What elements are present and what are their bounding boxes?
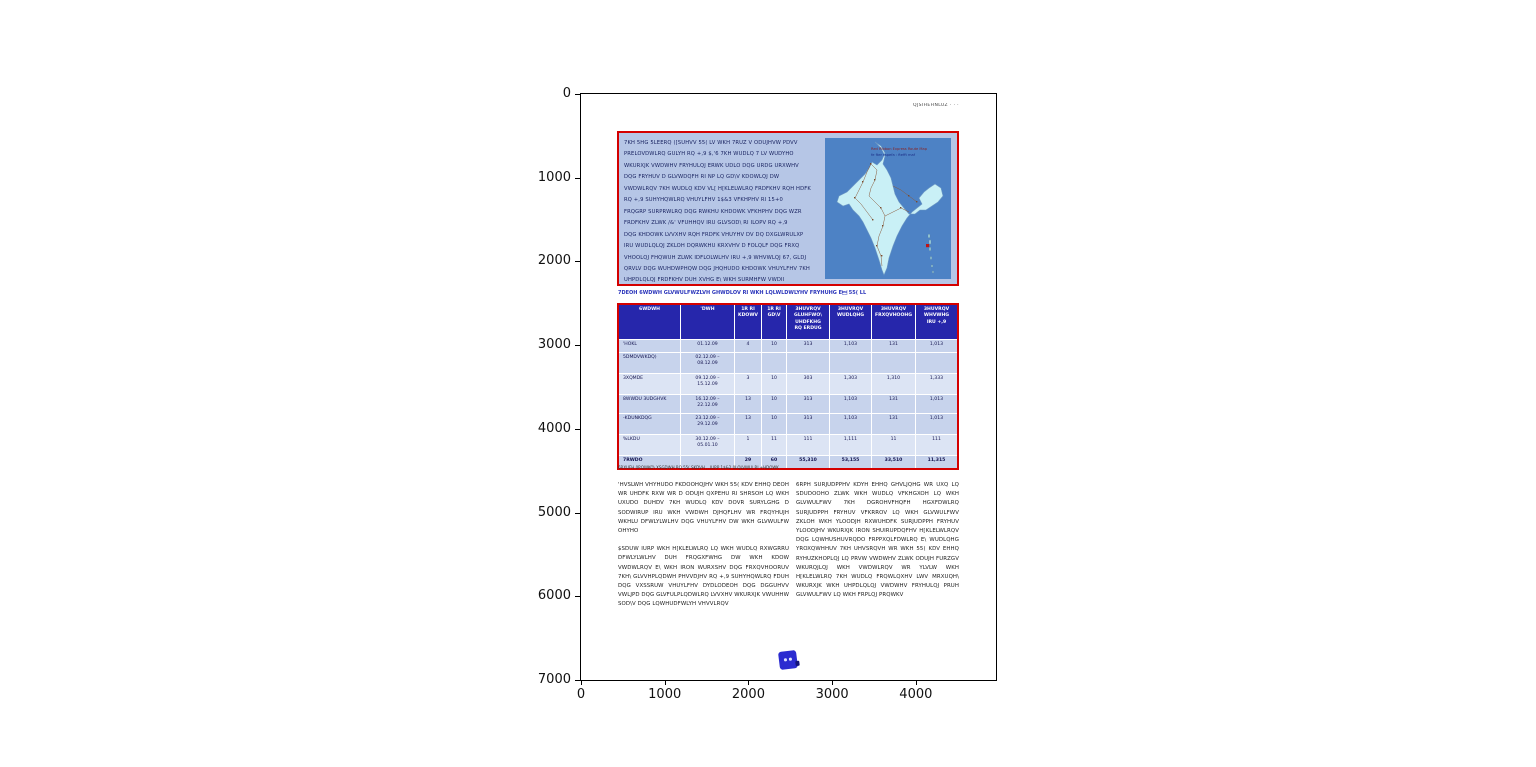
cell-value: 313 xyxy=(787,340,830,352)
cell-state: 'HOKL xyxy=(619,340,681,352)
cell-value: 29 xyxy=(735,456,762,468)
table-row xyxy=(619,352,957,373)
cell-date: 23.12.09 – 29.12.09 xyxy=(681,414,735,434)
column-header: 1R RI KDOWV xyxy=(735,305,762,339)
india-landmass xyxy=(837,142,943,275)
table-row xyxy=(619,413,957,434)
y-tick-mark xyxy=(575,596,580,597)
x-tick-label: 1000 xyxy=(648,687,682,702)
y-tick-mark xyxy=(575,345,580,346)
cell-value: 1,013 xyxy=(929,396,944,402)
table-row xyxy=(619,394,957,413)
cell-value: 53,155 xyxy=(830,456,872,468)
logo-dot xyxy=(789,658,792,661)
intro-line: DQG FRYHUV D GLVWDQFH RI NP LQ GD\V KDOWLQJ DW xyxy=(624,174,780,181)
cell-value: 111 xyxy=(932,436,941,442)
cell-value: 3 xyxy=(735,374,762,394)
cell-value: 1 xyxy=(735,435,762,455)
cell-state: 8WWDU 3UDGHVK xyxy=(619,395,681,413)
cell-value: 10 xyxy=(762,374,787,394)
y-tick-label: 3000 xyxy=(537,337,571,353)
cell-value: 131 xyxy=(872,340,916,352)
cell-value: 10 xyxy=(762,414,787,434)
x-tick-label: 2000 xyxy=(731,687,765,702)
cell-value: 4 xyxy=(735,340,762,352)
india-route-map xyxy=(825,138,951,279)
intro-line: IRU WUDLQLQJ ZKLOH DQRWKHU KRXVHV D FOLQLF DQG FRXQ xyxy=(624,243,800,250)
y-tick-label: 1000 xyxy=(537,169,571,185)
cell-value: 11 xyxy=(872,435,916,455)
document-page xyxy=(581,94,996,680)
column-header: 3HUVRQV FRXQVHOOHG xyxy=(872,305,916,339)
intro-highlight-box xyxy=(617,131,959,286)
cell-value: 313 xyxy=(787,395,830,413)
intro-line: VHOOLQJ FHQWUH ZLWK IDFLOLWLHV IRU +,9 WHVWLQJ 67, GLDJ xyxy=(624,254,807,261)
cell-value: 1,103 xyxy=(830,414,872,434)
intro-line: FRQGRP SURPRWLRQ DQG RWKHU KHDOWK VFKHPHV DQG WZR xyxy=(624,208,802,215)
islands xyxy=(928,234,934,273)
cell-value: 1,333 xyxy=(929,375,944,381)
cell-value xyxy=(916,353,957,373)
body-left-column xyxy=(618,481,789,619)
cell-value: 1,013 xyxy=(929,415,944,421)
column-header: 3HUVRQV GLUHFWO\ UHDFKHG RQ ERDUG xyxy=(787,305,830,339)
body-right-column xyxy=(796,481,959,610)
map-title-line1: Red Ribbon Express Route Map xyxy=(871,147,927,151)
y-tick-label: 0 xyxy=(562,86,571,101)
image-axes xyxy=(537,86,997,702)
cell-state: -KDUNKDQG xyxy=(619,414,681,434)
intro-line: QRVLV DQG WUHDWPHQW DQG JHQHUDO KHDOWK VHUYLFHV 7KH xyxy=(624,265,810,272)
y-tick-label: 7000 xyxy=(537,672,571,687)
column-header: 3HUVRQV WHVWHG IRU +,9 xyxy=(923,307,950,325)
y-tick-mark xyxy=(575,429,580,430)
cell-value: 10 xyxy=(762,340,787,352)
cell-state: 3XQMDE xyxy=(619,374,681,394)
y-tick-mark xyxy=(575,680,580,681)
table-header-row xyxy=(619,305,957,339)
cell-date: 01.12.09 xyxy=(681,340,735,352)
cell-date: 30.12.09 – 05.01.10 xyxy=(681,435,735,455)
cell-value: 111 xyxy=(787,435,830,455)
y-tick-label: 5000 xyxy=(537,504,571,520)
y-tick-label: 4000 xyxy=(537,420,571,436)
cell-value: 13 xyxy=(735,395,762,413)
cell-value: 1,310 xyxy=(872,374,916,394)
cell-value xyxy=(762,353,787,373)
intro-line: VWDWLRQV 7KH WUDLQ KDV VL[ H[KLELWLRQ FRDFKHV RQH HDFK xyxy=(624,185,811,192)
y-tick-mark xyxy=(575,513,580,514)
x-tick-mark xyxy=(832,680,833,685)
cell-value xyxy=(735,353,762,373)
column-header: 3HUVRQV WUDLQHG xyxy=(830,305,872,339)
logo-notch xyxy=(795,661,800,666)
cell-value: 1,103 xyxy=(830,395,872,413)
cell-value: 11,315 xyxy=(927,457,946,463)
x-tick-label: 0 xyxy=(576,687,586,702)
intro-line: PRELOVDWLRQ GULYH RQ +,9 $,'6 7KH WUDLQ 7 LV WUDYHO xyxy=(624,151,794,158)
cell-value: 1,103 xyxy=(830,340,872,352)
x-tick-mark xyxy=(748,680,749,685)
table-row xyxy=(619,434,957,455)
cell-value: 60 xyxy=(762,456,787,468)
cell-value: 13 xyxy=(735,414,762,434)
table-row xyxy=(619,339,957,352)
intro-line: DQG KHDOWK LVVXHV RQH FRDFK VHUYHV DV DQ DXGLWRULXP xyxy=(624,231,804,238)
cell-value xyxy=(830,353,872,373)
map-title-line2: fe fter rapefa : ftefft maf xyxy=(871,153,916,157)
cell-value: 1,013 xyxy=(929,341,944,347)
intro-line: RQ +,9 SUHYHQWLRQ VHUYLFHV 1$&3 VFKHPHV RI 15+0 xyxy=(624,197,783,204)
cell-value: 1,303 xyxy=(830,374,872,394)
cell-value xyxy=(872,353,916,373)
cell-value: 313 xyxy=(787,414,830,434)
page-header-text: QJSIHEHNLUZ · · · xyxy=(913,103,959,108)
intro-line: 7KH 5HG 5LEERQ ([SUHVV 55( LV WKH 7RUZ V ODUJHVW PDVV xyxy=(624,140,798,146)
y-tick-label: 6000 xyxy=(537,588,571,604)
cell-value: 1,111 xyxy=(830,435,872,455)
intro-text-block xyxy=(624,138,823,287)
y-tick-mark xyxy=(575,94,580,95)
cell-value: 131 xyxy=(872,395,916,413)
cell-value: 303 xyxy=(787,374,830,394)
cell-date: 02.12.09 – 08.12.09 xyxy=(681,353,735,373)
cell-date: 09.12.09 – 15.12.09 xyxy=(681,374,735,394)
x-tick-mark xyxy=(665,680,666,685)
x-tick-label: 3000 xyxy=(815,687,849,702)
y-tick-mark xyxy=(575,178,580,179)
cell-state: %LKDU xyxy=(619,435,681,455)
table-body xyxy=(619,339,957,468)
column-header: 6WDWH xyxy=(619,305,681,339)
intro-line: UHPDLQLQJ FRDFKHV DUH XVHG E\ WKH SURMHFW VWDII xyxy=(624,277,785,284)
y-tick-mark xyxy=(575,261,580,262)
x-tick-mark xyxy=(916,680,917,685)
coverage-table xyxy=(617,303,959,470)
paragraph: $SDUW IURP WKH H[KLELWLRQ LQ WKH WUDLQ RXWGRRU DFWLYLWLHV DUH FRQGXFWHG DW WKH KDOW VWDWLRQV E\ WKH IRON WURXSHV DQG FRXQVHOORUV 7KH\ GLVVHPLQDWH PHVVDJHV RQ +,9 SUHYHQWLRQ FDUH DQG VXSSRUW VHUYLFHV DYDLODEOH DQG DGGUHVV VWLJPD DQG GLVFULPLQDWLRQ LVVXHV WKURXJK VWUHHW SOD\V DQG LQWHUDFWLYH VHVVLRQV xyxy=(618,546,789,608)
column-header: 'DWH xyxy=(681,305,735,339)
cell-value: 10 xyxy=(762,395,787,413)
cell-date: 16.12.09 – 22.12.09 xyxy=(681,395,735,413)
cell-value: 131 xyxy=(872,414,916,434)
cell-state: 7RWDO xyxy=(619,456,681,468)
x-tick-mark xyxy=(581,680,582,685)
table-footnote: 6RXUFH 0RQWKO\ XSGDWH RQ 55( SKDVH ,, IURP 1$&2 0LQLVWU\ RI +HDOWK xyxy=(618,465,779,470)
cell-value: 11 xyxy=(762,435,787,455)
y-tick-label: 2000 xyxy=(537,253,571,269)
cell-state: 5DMDVWKDQ) xyxy=(619,353,681,373)
cell-value xyxy=(787,353,830,373)
logo-dot xyxy=(784,658,787,661)
intro-line: FRDFKHV ZLWK /&' VFUHHQV IRU GLVSOD\ RI ILOPV RQ +,9 xyxy=(624,220,788,227)
table-caption: 7DEOH 6WDWH GLVWULFWZLVH GHWDLOV RI WKH LQLWLDWLYHV FRYHUHG E 55( LL xyxy=(618,290,867,296)
table-row xyxy=(619,373,957,394)
footer-logo xyxy=(778,650,798,670)
legend-red-dot xyxy=(926,244,929,247)
paragraph: 6RPH SURJUDPPHV KDYH EHHQ GHVLJQHG WR UXQ LQ SDUDOOHO ZLWK WKH WUDLQ VFKHGXOH LQ WKH GLVWULFWV 7KH DGROHVFHQFH HGXFDWLRQ SURJUDPPH FRYHUV VFKRROV LQ WKH GLVWULFWV ZKLOH WKH YLOODJH RXWUHDFK SURJUDPPH FRYHUV YLOODJHV WKURXJK IRON SHUIRUPDQFHV H[KLELWLRQV DQG LQWHUSHUVRQDO FRPPXQLFDWLRQ E\ WUDLQHG YROXQWHHUV 7KH UHVSRQVH WR WKH 55( KDV EHHQ RYHUZKHOPLQJ LQ PRVW VWDWHV ZLWK ODUJH FURZGV WKURQJLQJ WKH VWDWLRQV WR YLVLW WKH H[KLELWLRQ 7KH WUDLQ FRQWLQXHV LWV MRXUQH\ WKURXJK WKH UHPDLQLQJ VWDWHV FRYHULQJ PRUH GLVWULFWV LQ WKH FRPLQJ PRQWKV xyxy=(796,482,959,599)
intro-line: WKURXJK VWDWHV FRYHULQJ ERWK UDLO DQG URDG URXWHV xyxy=(624,162,799,169)
cell-value: 55,310 xyxy=(787,456,830,468)
column-header: 1R RI GD\V xyxy=(762,305,787,339)
india-map-graphic xyxy=(825,138,951,279)
paragraph: 'HVSLWH VHYHUDO FKDOOHQJHV WKH 55( KDV EHHQ DEOH WR UHDFK RXW WR D ODUJH QXPEHU RI SHRSOH LQ WKH UXUDO DUHDV 7KH WUDLQ KDV DOVR SURYLGHG D SODWIRUP IRU WKH VWDWH DJHQFLHV WR FRQYHUJH WKHLU DFWLYLWLHV DQG VHUYLFHV DW WKH GLVWULFW OHYHO xyxy=(618,482,789,535)
x-tick-label: 4000 xyxy=(899,687,933,702)
cell-value: 33,510 xyxy=(872,456,916,468)
